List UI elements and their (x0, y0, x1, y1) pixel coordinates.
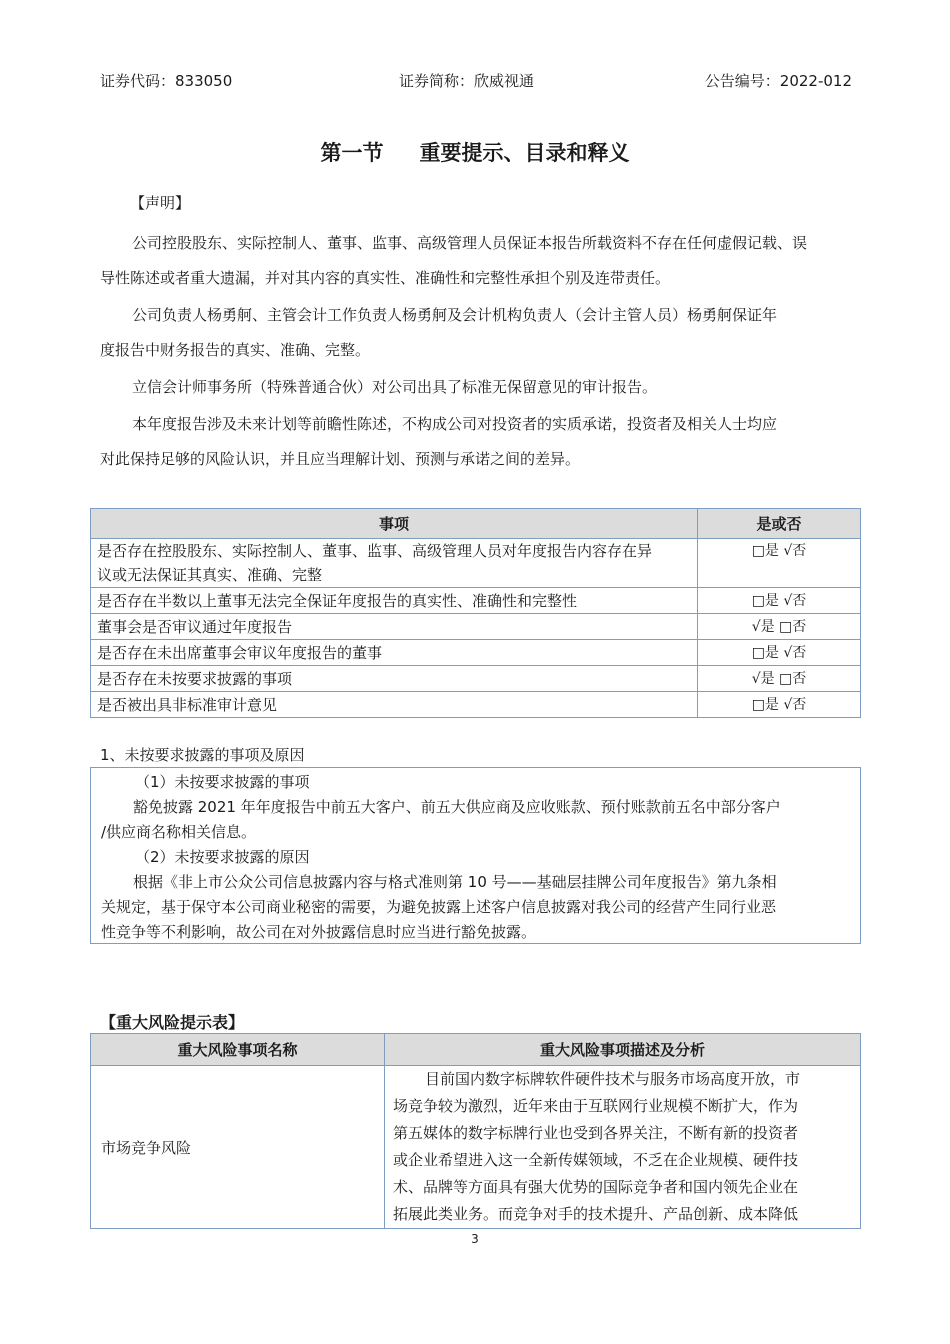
undisclosed-title: 1、未按要求披露的事项及原因 (100, 746, 305, 764)
section-title (0, 137, 950, 167)
matter-answer: √是 □否 (698, 666, 861, 692)
undisclosed-line: 性竞争等不利影响，故公司在对外披露信息时应当进行豁免披露。 (101, 923, 537, 941)
table-header-row (91, 509, 861, 539)
header-matter: 事项 (91, 509, 698, 539)
matters-table (90, 508, 861, 718)
undisclosed-line: 关规定，基于保守本公司商业秘密的需要，为避免披露上述客户信息披露对我公司的经营产生同行业恶 (101, 898, 777, 916)
matter-answer: □是 √否 (698, 640, 861, 666)
header-risk-description: 重大风险事项描述及分析 (385, 1034, 861, 1066)
table-row (91, 666, 861, 692)
question-line: 议或无法保证其真实、准确、完整 (97, 566, 323, 584)
securities-short-name: 证券简称：欣威视通 (399, 72, 535, 90)
table-row (91, 692, 861, 718)
description-line: 拓展此类业务。而竞争对手的技术提升、产品创新、成本降低 (393, 1205, 799, 1223)
risk-description (385, 1066, 861, 1229)
undisclosed-line: 根据《非上市公众公司信息披露内容与格式准则第 10 号——基础层挂牌公司年度报告》第九条相 (133, 873, 777, 891)
paragraph-line: 立信会计师事务所（特殊普通合伙）对公司出具了标准无保留意见的审计报告。 (132, 378, 658, 396)
description-line: 第五媒体的数字标牌行业也受到各界关注，不断有新的投资者 (393, 1124, 799, 1142)
announcement-number: 公告编号：2022-012 (704, 72, 852, 90)
matter-answer: √是 □否 (698, 614, 861, 640)
header-yes-no: 是或否 (698, 509, 861, 539)
paragraph-line: 对此保持足够的风险认识，并且应当理解计划、预测与承诺之间的差异。 (100, 450, 581, 468)
securities-code: 证券代码：833050 (100, 72, 233, 90)
paragraph-line: 导性陈述或者重大遗漏，并对其内容的真实性、准确性和完整性承担个别及连带责任。 (100, 269, 671, 287)
description-line: 或企业希望进入这一全新传媒领域，不乏在企业规模、硬件技 (393, 1151, 799, 1169)
undisclosed-line: 豁免披露 2021 年年度报告中前五大客户、前五大供应商及应收账款、预付账款前五名中部分客户 (133, 798, 781, 816)
matter-question: 董事会是否审议通过年度报告 (91, 614, 698, 640)
table-row (91, 614, 861, 640)
matter-answer: □是 √否 (698, 588, 861, 614)
description-line: 场竞争较为激烈，近年来由于互联网行业规模不断扩大，作为 (393, 1097, 799, 1115)
table-row (91, 588, 861, 614)
section-heading: 重要提示、目录和释义 (419, 141, 630, 165)
declaration-paragraph (100, 226, 852, 296)
matter-question: 是否被出具非标准审计意见 (91, 692, 698, 718)
table-row (91, 640, 861, 666)
undisclosed-line: （2）未按要求披露的原因 (135, 848, 310, 866)
declaration-paragraph (100, 370, 852, 405)
undisclosed-line: （1）未按要求披露的事项 (135, 773, 310, 791)
paragraph-line: 公司负责人杨勇舸、主管会计工作负责人杨勇舸及会计机构负责人（会计主管人员）杨勇舸保证年 (132, 306, 778, 324)
declaration-paragraph (100, 407, 852, 477)
matter-answer: □是 √否 (698, 692, 861, 718)
description-line: 术、品牌等方面具有强大优势的国际竞争者和国内领先企业在 (393, 1178, 799, 1196)
page-header (100, 70, 852, 92)
matter-question (91, 539, 698, 588)
paragraph-line: 度报告中财务报告的真实、准确、完整。 (100, 341, 371, 359)
undisclosed-line: /供应商名称相关信息。 (101, 823, 257, 841)
paragraph-line: 本年度报告涉及未来计划等前瞻性陈述，不构成公司对投资者的实质承诺，投资者及相关人士均应 (132, 415, 778, 433)
header-risk-name: 重大风险事项名称 (91, 1034, 385, 1066)
matter-question: 是否存在未按要求披露的事项 (91, 666, 698, 692)
undisclosed-box (90, 767, 861, 944)
matter-answer: □是 √否 (698, 539, 861, 588)
risk-table-title: 【重大风险提示表】 (100, 1013, 245, 1032)
risk-table (90, 1033, 861, 1229)
section-number: 第一节 (320, 141, 384, 165)
declaration-paragraph (100, 298, 852, 368)
table-header-row (91, 1034, 861, 1066)
question-line: 是否存在控股股东、实际控制人、董事、监事、高级管理人员对年度报告内容存在异 (97, 542, 653, 560)
description-line: 目前国内数字标牌软件硬件技术与服务市场高度开放，市 (425, 1070, 801, 1088)
declaration-label: 【声明】 (130, 194, 191, 212)
matter-question: 是否存在半数以上董事无法完全保证年度报告的真实性、准确性和完整性 (91, 588, 698, 614)
risk-name: 市场竞争风险 (91, 1066, 385, 1229)
table-row (91, 539, 861, 588)
page-number: 3 (471, 1232, 479, 1246)
paragraph-line: 公司控股股东、实际控制人、董事、监事、高级管理人员保证本报告所载资料不存在任何虚假记载、误 (132, 234, 808, 252)
table-row (91, 1066, 861, 1229)
matter-question: 是否存在未出席董事会审议年度报告的董事 (91, 640, 698, 666)
